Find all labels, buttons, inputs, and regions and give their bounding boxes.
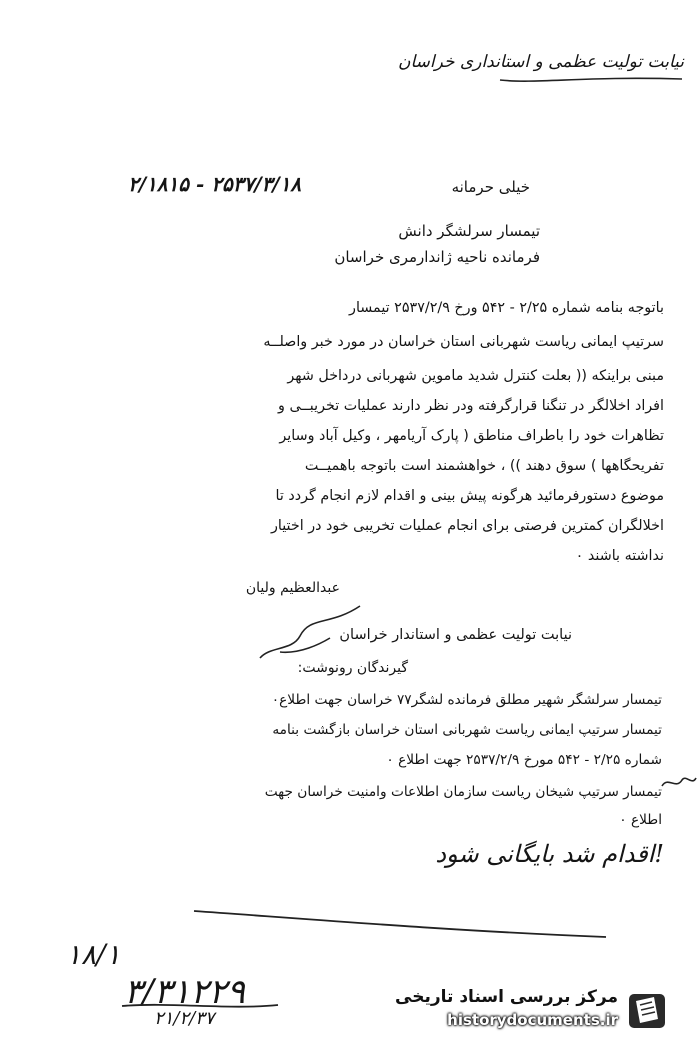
document-pages-icon [624,987,672,1037]
cc-heading: گیرندگان رونوشت: [297,660,408,676]
signatory-name: عبدالعظیم ولیان [245,580,340,596]
reference-number: ۲/۱۸۱۵ - ۲۵۳۷/۳/۱۸ [128,172,302,196]
body-line: باتوجه بنامه شماره ۲/۲۵ - ۵۴۲ ورخ ۲۵۳۷/۲/۹ تیمسار [349,300,664,316]
cc-recipient: تیمسار سرتیپ شیخان ریاست سازمان اطلاعات وامنیت خراسان جهت [264,784,662,800]
body-line: افراد اخلالگر در تنگنا قرارگرفته ودر نظر دارند عملیات تخریبــی و [278,398,664,414]
watermark [395,985,680,1035]
body-line: نداشته باشند ۰ [575,548,664,564]
handwritten-archive-number: ۳/۳۱۲۲۹ [124,972,246,1012]
cc-recipient: تیمسار سرلشگر شهیر مطلق فرمانده لشگر۷۷ خراسان جهت اطلاع۰ [271,692,662,708]
signatory-title: نیابت تولیت عظمی و استاندار خراسان [339,627,572,643]
addressee-title: فرمانده ناحیه ژاندارمری خراسان [334,248,540,266]
addressee-name: تیمسار سرلشگر دانش [398,222,540,240]
body-line: تفریحگاهها ) سوق دهند )) ، خواهشمند است باتوجه باهمیــت [304,458,664,474]
cc-recipient: تیمسار سرتیپ ایمانی ریاست شهربانی استان خراسان بازگشت بنامه [272,722,662,738]
letterhead-underline [496,72,686,86]
watermark-url: historydocuments.ir [447,1011,618,1029]
body-line: مبنی براینکه (( بعلت کنترل شدید ماموین شهربانی درداخل شهر [287,368,664,384]
cc-recipient: شماره ۲/۲۵ - ۵۴۲ مورخ ۲۵۳۷/۲/۹ جهت اطلاع ۰ [386,752,662,768]
body-line: اخلالگران کمترین فرصتی برای انجام عملیات تخریبی خود در اختیار [270,518,664,534]
handwritten-stroke [190,905,610,945]
handwritten-date: ۲۱/۲/۳۷ [154,1008,215,1029]
classification-label: خیلی حرمانه [451,178,530,196]
handwritten-note: !اقدام شد بایگانی شود [435,840,664,868]
body-line: موضوع دستورفرمائید هرگونه پیش بینی و اقدام لازم انجام گردد تا [275,488,664,504]
letterhead-title: نیابت تولیت عظمی و استانداری خراسان [398,52,684,72]
handwritten-mark [658,772,698,794]
watermark-title: مرکز بررسی اسناد تاریخی [395,987,618,1007]
handwritten-number: ۱۸/۱ [66,938,121,971]
body-line: سرتیپ ایمانی ریاست شهربانی استان خراسان در مورد خبر واصلــه [263,334,664,350]
cc-recipient: اطلاع ۰ [619,812,662,828]
body-line: تظاهرات خود را باطراف مناطق ( پارک آریامهر ، وکیل آباد وسایر [279,428,664,444]
